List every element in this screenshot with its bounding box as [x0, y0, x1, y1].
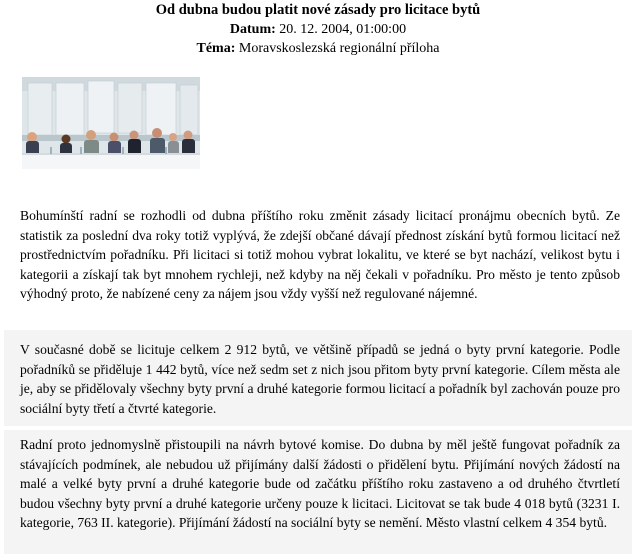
press-conference-photo	[22, 77, 200, 169]
topic-label: Téma:	[196, 41, 236, 56]
article-title: Od dubna budou platit nové zásady pro licitace bytů	[155, 2, 481, 18]
date-label: Datum:	[229, 22, 276, 37]
topic-value: Moravskoslezská regionální příloha	[238, 41, 440, 56]
article-paragraph-1: Bohumínští radní se rozhodli od dubna příštího roku změnit zásady licitací pronájmu obecních bytů. Ze statistik za poslední dva roky totiž vyplývá, že zdejší občané dávají přednost získání bytů formou licitací než prostřednictvím pořadníku. Při licitaci si totiž mohou vybrat lokalitu, ve které se byt nachází, velikost bytu i kategorii a získají tak byt mnohem rychleji, než kdyby na něj čekali v pořadníku. Pro město je tento způsob výhodný proto, že nabízené ceny za nájem jsou vždy vyšší než regulované nájemné.	[20, 208, 620, 301]
article-paragraph-3: Radní proto jednomyslně přistoupili na návrh bytové komise. Do dubna by měl ještě fungovat pořadník za stávajících podmínek, ale nebudou už přijímány další žádosti o přidělení bytu. Přijímání nových žádostí na malé a velké byty první a druhé kategorie bude od začátku příštího roku zastaveno a od druhého čtvrtletí budou všechny byty první a druhé kategorie určeny pouze k licitaci. Licitovat se tak bude 4 018 bytů (3231 I. kategorie, 763 II. kategorie). Přijímání žádostí na sociální byty se nemění. Město vlastní celkem 4 354 bytů.	[20, 437, 620, 530]
date-value: 20. 12. 2004, 01:00:00	[279, 22, 407, 37]
article-header	[0, 1, 636, 58]
date-line	[0, 20, 636, 39]
article-photo	[22, 77, 200, 169]
topic-line	[0, 39, 636, 58]
article-paragraph-2: V současné době se licituje celkem 2 912 bytů, ve většině případů se jedná o byty první kategorie. Podle pořadníků se přiděluje 1 442 bytů, více než sedm set z nich jsou přitom byty první kategorie. Cílem města ale je, aby se přidělovaly všechny byty první a druhé kategorie formou licitací a pořadník byl zachován pouze pro sociální byty třetí a čtvrté kategorie.	[20, 342, 620, 416]
